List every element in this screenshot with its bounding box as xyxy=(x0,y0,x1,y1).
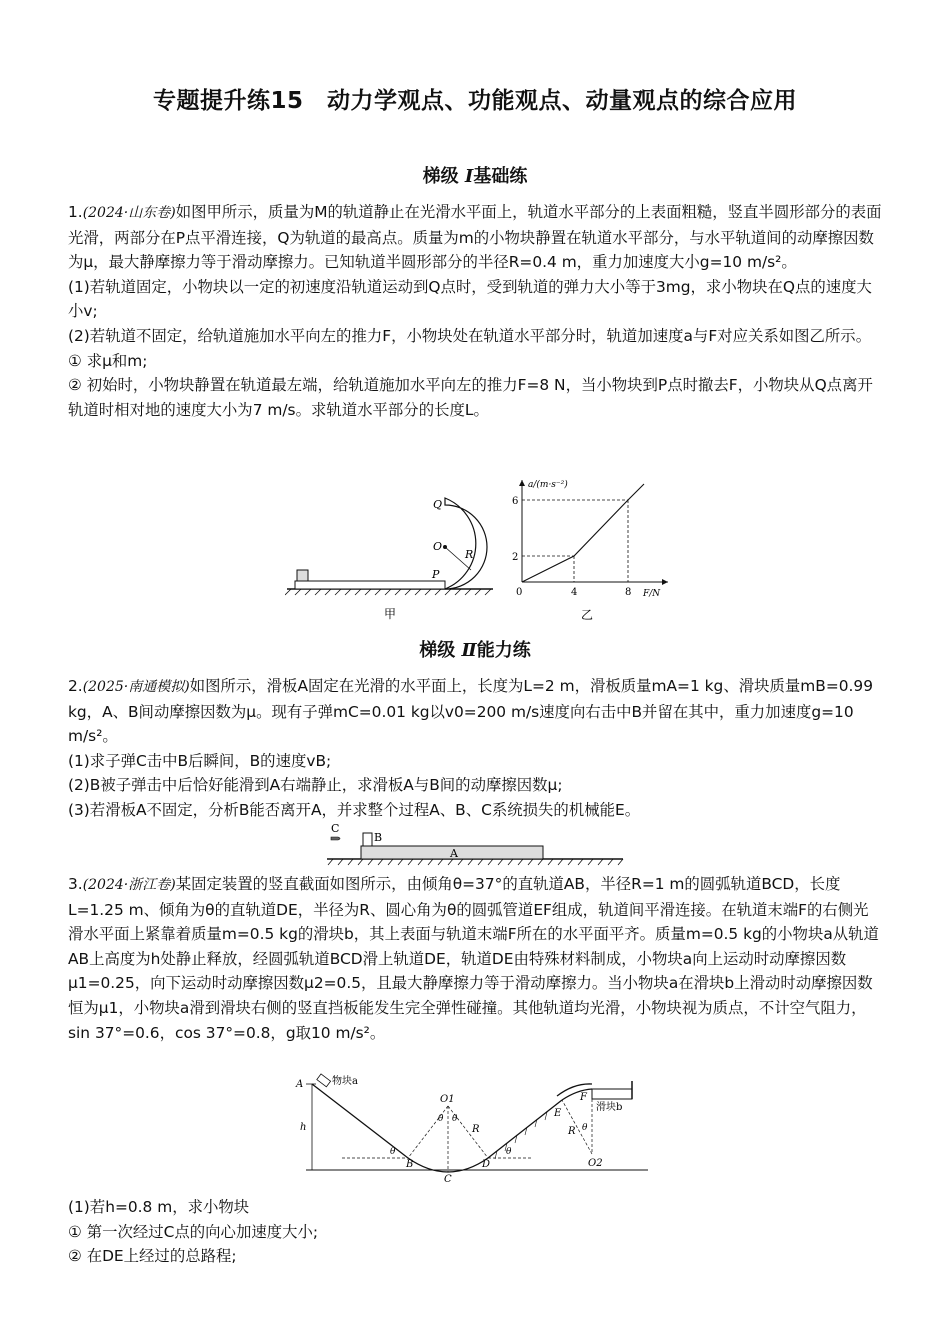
label-h: h xyxy=(300,1122,307,1133)
track-abcde xyxy=(312,1084,562,1172)
label-q: Q xyxy=(433,498,443,511)
question-3-part-1a: ① 第一次经过C点的向心加速度大小; xyxy=(68,1222,319,1241)
label-a: A xyxy=(450,847,458,860)
y-axis-label: a/(m·s⁻²) xyxy=(528,480,568,490)
origin-label: 0 xyxy=(516,587,523,598)
question-1-part-2b: ② 初始时，小物块静置在轨道最左端，给轨道施加水平向左的推力F=8 N，当小物块到P点时撤去F，小物块从Q点离开轨道时相对地的速度大小为7 m/s。求轨道水平部分的长度L。 xyxy=(68,376,873,419)
label-c: C xyxy=(444,1174,452,1185)
label-c: C xyxy=(331,822,340,835)
page-title: 专题提升练15 动力学观点、功能观点、动量观点的综合应用 xyxy=(152,88,797,114)
question-2-part-1: (1)求子弹C击中B后瞬间，B的速度vB; xyxy=(68,751,332,770)
figure-q3 xyxy=(292,1070,658,1188)
label-o1: O1 xyxy=(440,1094,455,1105)
label-theta-2: θ xyxy=(452,1114,458,1124)
track-de-hatch xyxy=(495,1112,547,1159)
figure-q2 xyxy=(325,822,625,870)
question-source: (2024·浙江卷) xyxy=(82,877,176,893)
label-r: R xyxy=(465,548,474,561)
center-point xyxy=(443,545,447,549)
question-source: (2025·南通模拟) xyxy=(82,679,190,695)
caption-yi: 乙 xyxy=(581,608,594,622)
label-theta-5: θ xyxy=(582,1123,588,1133)
question-3-stem xyxy=(68,872,883,1045)
y-tick-2: 2 xyxy=(512,552,519,563)
label-p: P xyxy=(432,568,440,581)
question-source: (2024·山东卷) xyxy=(82,205,176,221)
o2-radius xyxy=(562,1100,592,1154)
section-label: 梯级 xyxy=(422,166,459,187)
label-b: B xyxy=(374,831,383,844)
x-axis-arrow xyxy=(662,579,668,585)
question-number: 1. xyxy=(68,203,83,221)
y-axis-arrow xyxy=(519,480,525,486)
label-e: E xyxy=(554,1108,562,1119)
label-slider-b: 滑块b xyxy=(596,1102,623,1113)
question-1-part-2a: ① 求μ和m; xyxy=(68,351,148,370)
label-d: D xyxy=(482,1159,491,1170)
bullet-c xyxy=(331,837,340,840)
ground-hatching xyxy=(328,859,623,865)
ground-hatching xyxy=(285,589,491,595)
semicircle-track xyxy=(445,498,487,589)
label-theta-1: θ xyxy=(438,1114,444,1124)
label-a: A xyxy=(296,1079,304,1090)
section-roman: Ⅱ xyxy=(461,640,477,661)
x-axis-label: F/N xyxy=(643,589,661,599)
question-2 xyxy=(68,674,883,823)
label-r-2: R xyxy=(568,1126,576,1137)
block-b xyxy=(363,833,372,846)
section-name: 能力练 xyxy=(476,640,531,661)
section-roman: Ⅰ xyxy=(464,166,474,187)
data-line xyxy=(522,484,644,582)
question-2-stem xyxy=(68,674,883,749)
question-intro: 如图甲所示，质量为M的轨道静止在光滑水平面上，轨道水平部分的上表面粗糙，竖直半圆形部分的表面光滑，两部分在P点平滑连接，Q为轨道的最高点。质量为m的小物块静置在轨道水平部分，与水平轨道间的动摩擦因数为μ，最大静摩擦力等于滑动摩擦力。已知轨道半圆形部分的半径R=0.4 m，重力加速度大小g=10 m/s²。 xyxy=(68,203,882,272)
x-tick-4: 4 xyxy=(571,587,578,598)
section-label: 梯级 xyxy=(419,640,456,661)
label-b: B xyxy=(406,1159,414,1170)
question-1 xyxy=(68,200,883,422)
question-2-part-2: (2)B被子弹击中后恰好能滑到A右端静止，求滑板A与B间的动摩擦因数μ; xyxy=(68,776,563,795)
label-theta-4: θ xyxy=(506,1147,512,1157)
figure-jia xyxy=(285,490,505,625)
slider-b xyxy=(592,1089,632,1099)
question-2-part-3: (3)若滑板A不固定，分析B能否离开A，并求整个过程A、B、C系统损失的机械能E。 xyxy=(68,800,641,819)
figure-yi xyxy=(508,476,673,626)
question-intro: 某固定装置的竖直截面如图所示，由倾角θ=37°的直轨道AB，半径R=1 m的圆弧轨道BCD，长度L=1.25 m、倾角为θ的直轨道DE，半径为R、圆心角为θ的圆弧管道EF组成，轨道间平滑连接。在轨道末端F的右侧光滑水平面上紧靠着质量m=0.5 kg的滑块b，其上表面与轨道末端F所在的水平面平齐。质量m=0.5 kg的小物块a从轨道AB上高度为h处静止释放，经圆弧轨道BCD滑上轨道DE，轨道DE由特殊材料制成，小物块a向上运动时动摩擦因数μ1=0.25，向下运动时动摩擦因数μ2=0.5，且最大静摩擦力等于滑动摩擦力。当小物块a在滑块b上滑动时动摩擦因数恒为μ1，小物块a滑到滑块右侧的竖直挡板能发生完全弹性碰撞。其他轨道均光滑，小物块视为质点，不计空气阻力，sin 37°=0.6，cos 37°=0.8，g取10 m/s²。 xyxy=(68,875,879,1042)
label-theta-3: θ xyxy=(390,1147,396,1157)
question-number: 2. xyxy=(68,677,83,695)
question-3 xyxy=(68,872,883,1045)
question-3-part-1b: ② 在DE上经过的总路程; xyxy=(68,1247,237,1266)
block-a xyxy=(317,1074,331,1087)
small-block xyxy=(297,570,308,581)
section-heading-basic xyxy=(0,162,950,188)
label-f: F xyxy=(580,1092,587,1103)
track-horizontal xyxy=(295,581,445,589)
label-block-a: 物块a xyxy=(332,1076,358,1087)
label-r-1: R xyxy=(472,1124,480,1135)
question-3-parts xyxy=(68,1195,883,1269)
question-1-part-1: (1)若轨道固定，小物块以一定的初速度沿轨道运动到Q点时，受到轨道的弹力大小等于3mg，求小物块在Q点的速度大小v; xyxy=(68,277,872,321)
label-o: O xyxy=(433,540,443,553)
x-tick-8: 8 xyxy=(625,587,632,598)
label-o2: O2 xyxy=(588,1158,603,1169)
pipe-ef-outer xyxy=(562,1089,592,1100)
question-1-part-2: (2)若轨道不固定，给轨道施加水平向左的推力F，小物块处在轨道水平部分时，轨道加速度a与F对应关系如图乙所示。 xyxy=(68,326,872,345)
section-heading-ability xyxy=(0,636,950,662)
question-1-stem xyxy=(68,200,883,275)
question-3-part-1: (1)若h=0.8 m，求小物块 xyxy=(68,1198,250,1216)
y-tick-6: 6 xyxy=(512,496,519,507)
question-intro: 如图所示，滑板A固定在光滑的水平面上，长度为L=2 m，滑板质量mA=1 kg、滑块质量mB=0.99 kg，A、B间动摩擦因数为μ。现有子弹mC=0.01 kg以v0=200 m/s速度向右击中B并留在其中，重力加速度g=10 m/s²。 xyxy=(68,677,873,746)
question-number: 3. xyxy=(68,875,83,893)
caption-jia: 甲 xyxy=(384,607,397,621)
section-name: 基础练 xyxy=(473,166,528,187)
